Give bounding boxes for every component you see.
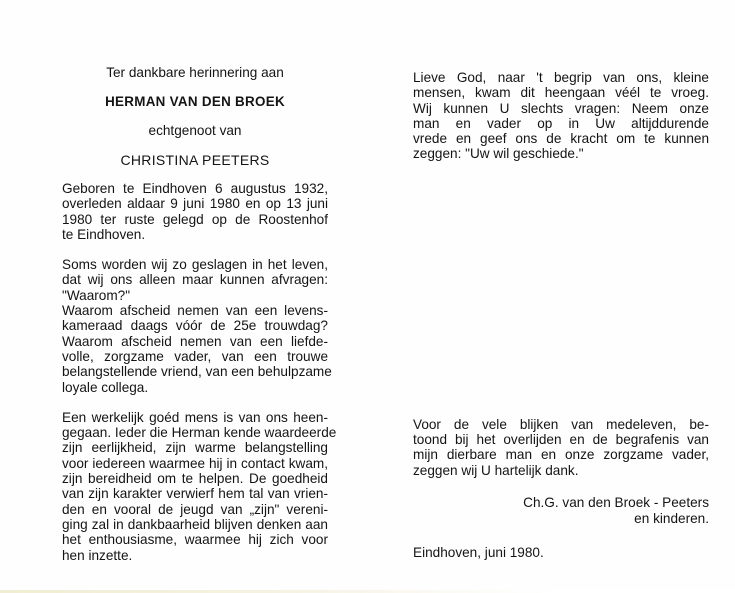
text-line: "Waarom?" [62, 287, 131, 303]
text-line: Geboren te Eindhoven 6 augustus 1932, [62, 181, 328, 196]
text-line: den en vooral de jeugd van „zijn" vereni- [62, 501, 328, 517]
text-line: Voor de vele blijken van medeleven, be- [413, 416, 709, 432]
text-line: het enthousiasme, waarmee hij zich voor [62, 532, 328, 548]
text-line: 1980 ter ruste gelegd op de Roostenhof [62, 211, 328, 227]
text-line: Lieve God, naar 't begrip van ons, kleine [413, 70, 709, 85]
text-line: voor iedereen waarmee hij in contact kwam, [62, 455, 328, 471]
text-line: Waarom afscheid nemen van een liefde- [62, 333, 328, 349]
text-line: belangstellende vriend, van een behulpzame [62, 364, 332, 380]
text-line: zeggen wij U hartelijk dank. [413, 462, 579, 478]
text-line: overleden aldaar 9 juni 1980 en op 13 juni [62, 196, 328, 212]
intro-line: Ter dankbare herinnering aan [106, 65, 284, 80]
relation-line: echtgenoot van [148, 123, 242, 138]
place-date: Eindhoven, juni 1980. [413, 544, 544, 560]
text-line: Wij kunnen U slechts vragen: Neem onze [413, 100, 709, 116]
text-line: zijn eerlijkheid, zijn warme belangstelling [62, 440, 328, 456]
signature-family: en kinderen. [634, 510, 709, 526]
birth-death-paragraph [62, 181, 328, 242]
tribute-paragraph [62, 409, 337, 563]
text-line: Soms worden wij zo geslagen in het leven, [62, 257, 328, 273]
spouse-name: CHRISTINA PEETERS [120, 152, 270, 168]
signature-name: Ch.G. van den Broek - Peeters [523, 494, 709, 510]
text-line: te Eindhoven. [62, 226, 146, 242]
text-line: loyale collega. [62, 379, 149, 395]
text-line: hen inzette. [62, 547, 133, 563]
text-line: ging zal in dankbaarheid blijven denken aan [62, 516, 328, 532]
why-paragraph [62, 257, 332, 395]
thanks-paragraph [413, 417, 709, 478]
right-column [413, 70, 709, 561]
text-line: dat wij ons alleen maar kunnen afvragen: [62, 272, 328, 288]
text-line: zijn bereidheid om te helpen. De goedheid [62, 471, 328, 487]
text-line: kameraad daags vóór de 25e trouwdag? [62, 318, 328, 334]
text-line: mijn dierbare man en onze zorgzame vader, [413, 447, 709, 463]
text-line: toond bij het overlijden en de begrafenis van [413, 432, 709, 448]
text-line: man en vader op in Uw altijddurende [413, 115, 709, 131]
prayer-paragraph [413, 70, 709, 162]
text-line: Waarom afscheid nemen van een levens- [62, 303, 328, 319]
left-column [62, 65, 337, 563]
text-line: gegaan. Ieder die Herman kende waardeerde [62, 425, 337, 441]
text-line: mensen, kwam dit heengaan véél te vroeg. [413, 85, 709, 101]
text-line: van zijn karakter verwierf hem tal van vrien- [62, 486, 328, 502]
text-line: vrede en geef ons de kracht om te kunnen [413, 131, 709, 147]
text-line: Een werkelijk goéd mens is van ons heen- [62, 409, 328, 425]
deceased-name: HERMAN VAN DEN BROEK [105, 94, 285, 109]
text-line: volle, zorgzame vader, van een trouwe [62, 348, 328, 364]
text-line: zeggen: "Uw wil geschiede." [413, 146, 584, 162]
